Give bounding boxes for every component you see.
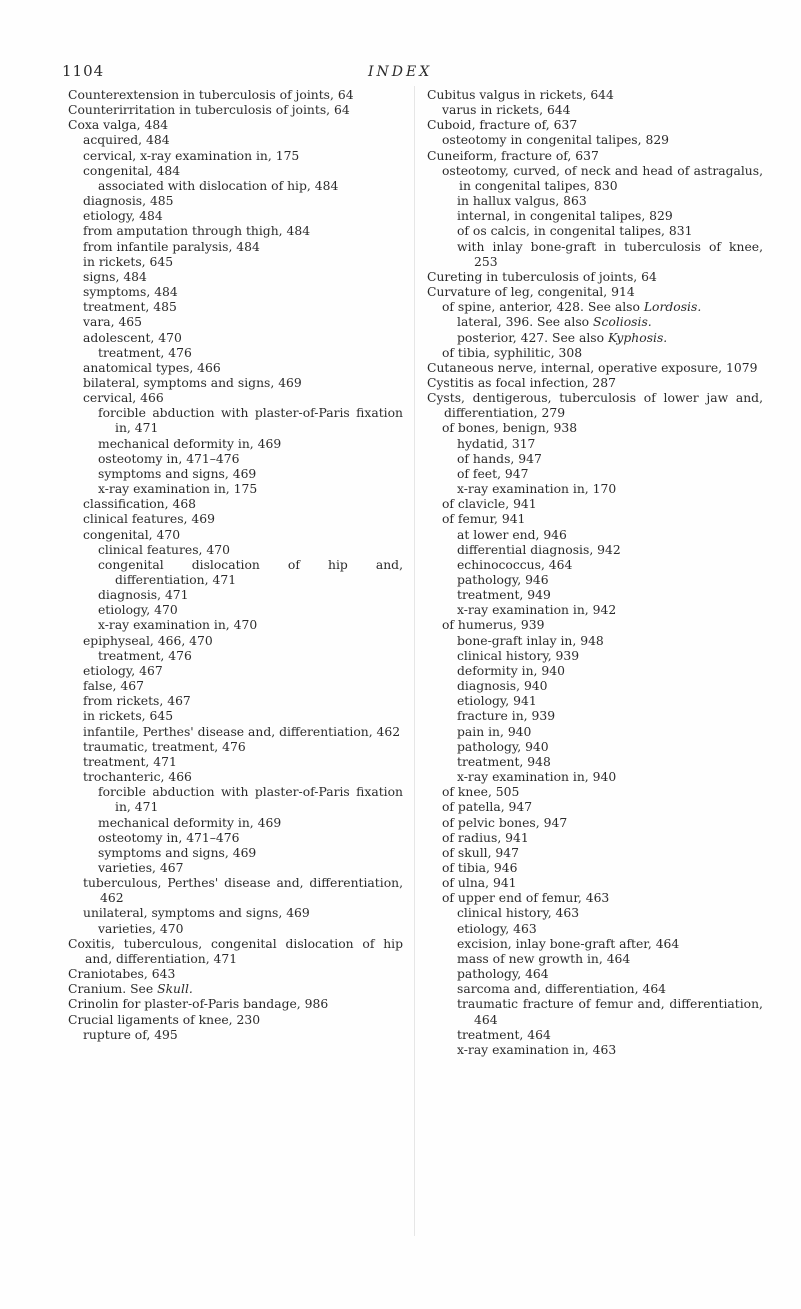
index-entry <box>68 785 403 815</box>
index-entry-text: with inlay bone-graft in tuberculosis of knee, 253 <box>457 239 763 269</box>
index-entry <box>427 982 763 997</box>
index-entry-text: mass of new growth in, 464 <box>457 951 631 966</box>
index-entry-text: bone-graft inlay in, 948 <box>457 633 604 648</box>
index-entry-text: differential diagnosis, 942 <box>457 542 621 557</box>
index-entry <box>427 543 763 558</box>
index-entry-text: treatment, 949 <box>457 588 551 603</box>
index-entry-text: treatment, 476 <box>98 345 192 360</box>
index-entry <box>427 785 763 800</box>
index-entry-text: of os calcis, in congenital talipes, 831 <box>457 224 693 239</box>
index-entry <box>68 846 403 861</box>
index-entry <box>68 816 403 831</box>
index-entry <box>68 603 403 618</box>
index-entry-text: infantile, Perthes' disease and, differentiation, 462 <box>83 724 401 739</box>
index-entry <box>68 224 403 239</box>
index-entry <box>427 300 763 315</box>
index-entry-text: of hands, 947 <box>457 451 542 466</box>
index-entry-text: etiology, 941 <box>457 694 537 709</box>
index-entry <box>68 906 403 921</box>
index-entry-text: symptoms and signs, 469 <box>98 466 257 481</box>
cross-reference: Scoliosis. <box>593 315 652 330</box>
index-entry <box>427 133 763 148</box>
index-entry <box>427 770 763 785</box>
index-entry <box>427 649 763 664</box>
index-entry-text: adolescent, 470 <box>83 330 182 345</box>
index-entry <box>68 482 403 497</box>
index-entry-text: unilateral, symptoms and signs, 469 <box>83 906 310 921</box>
index-entry <box>68 194 403 209</box>
index-entry <box>68 331 403 346</box>
index-entry-text: pathology, 946 <box>457 573 549 587</box>
index-entry-text: pathology, 464 <box>457 967 549 982</box>
index-entry <box>427 421 763 436</box>
index-entry <box>427 679 763 694</box>
index-entry-text: bilateral, symptoms and signs, 469 <box>83 375 302 390</box>
index-entry <box>427 1043 763 1058</box>
index-entry-text: clinical features, 470 <box>98 542 230 557</box>
index-entry <box>68 937 403 967</box>
index-entry <box>427 573 763 588</box>
index-entry <box>68 437 403 452</box>
index-entry <box>427 285 763 300</box>
index-entry <box>427 876 763 891</box>
index-entry-text: Curvature of leg, congenital, 914 <box>427 285 635 300</box>
index-entry <box>427 891 763 906</box>
index-entry-text: of tibia, 946 <box>442 860 518 875</box>
index-entry-text: etiology, 463 <box>457 921 537 936</box>
page-number: 1104 <box>62 62 105 80</box>
index-entry <box>427 103 763 118</box>
index-entry <box>427 922 763 937</box>
index-entry <box>427 634 763 649</box>
index-entry <box>68 634 403 649</box>
index-entry-text: osteotomy in, 471–476 <box>98 830 240 845</box>
index-entry <box>68 967 403 982</box>
index-entry-text: cervical, x-ray examination in, 175 <box>83 148 300 163</box>
index-entry <box>68 133 403 148</box>
index-entry <box>427 149 763 164</box>
index-entry-text: Cystitis as focal infection, 287 <box>427 375 616 390</box>
index-entry-text: traumatic, treatment, 476 <box>83 739 246 754</box>
index-entry <box>427 831 763 846</box>
index-entry-text: treatment, 471 <box>83 754 177 769</box>
index-entry <box>68 179 403 194</box>
index-entry <box>68 1028 403 1043</box>
index-entry <box>68 118 403 133</box>
index-entry <box>427 270 763 285</box>
index-entry <box>68 467 403 482</box>
index-entry-text: of skull, 947 <box>442 845 519 860</box>
index-entry <box>427 709 763 724</box>
index-entry <box>68 103 403 118</box>
index-entry-text: osteotomy in congenital talipes, 829 <box>442 133 670 148</box>
index-entry-text: treatment, 485 <box>83 300 177 315</box>
index-entry-text: pathology, 940 <box>457 739 549 754</box>
index-entry-text: treatment, 464 <box>457 1027 551 1042</box>
index-entry-text: traumatic fracture of femur and, differentiation, 464 <box>457 997 763 1027</box>
index-entry <box>68 149 403 164</box>
index-entry <box>68 709 403 724</box>
index-entry <box>427 816 763 831</box>
index-entry-text: Cutaneous nerve, internal, operative exposure, 1079 <box>427 360 758 375</box>
index-entry <box>427 240 763 270</box>
index-entry-text: from infantile paralysis, 484 <box>83 239 260 254</box>
index-column-right <box>427 88 763 1058</box>
index-entry <box>68 240 403 255</box>
index-entry <box>427 361 763 376</box>
index-entry-text: associated with dislocation of hip, 484 <box>98 178 339 193</box>
index-entry-text: posterior, 427. See also <box>457 330 608 345</box>
index-column-left <box>68 88 403 1043</box>
index-entry-text: Cuneiform, fracture of, 637 <box>427 148 599 163</box>
index-entry <box>427 997 763 1027</box>
index-entry <box>68 725 403 740</box>
index-entry-text: from amputation through thigh, 484 <box>83 224 311 239</box>
index-entry <box>68 376 403 391</box>
index-entry <box>427 603 763 618</box>
index-entry-text: x-ray examination in, 175 <box>98 482 258 497</box>
index-entry-text: lateral, 396. See also <box>457 315 594 330</box>
index-entry-text: tuberculous, Perthes' disease and, differentiation, 462 <box>83 876 403 906</box>
index-entry-text: etiology, 470 <box>98 603 178 618</box>
index-entry <box>68 255 403 270</box>
index-entry-text: of humerus, 939 <box>442 618 545 633</box>
index-entry <box>427 952 763 967</box>
index-entry <box>68 649 403 664</box>
index-entry <box>68 558 403 588</box>
index-entry-text: classification, 468 <box>83 497 197 512</box>
index-entry-text: congenital, 470 <box>83 527 181 542</box>
index-entry-text: x-ray examination in, 463 <box>457 1042 617 1057</box>
index-entry <box>68 1013 403 1028</box>
index-entry-text: x-ray examination in, 940 <box>457 770 617 785</box>
index-entry <box>68 543 403 558</box>
column-divider <box>414 86 415 1236</box>
index-entry-text: Cubitus valgus in rickets, 644 <box>427 88 614 102</box>
index-entry <box>68 694 403 709</box>
index-entry <box>68 391 403 406</box>
index-entry <box>68 361 403 376</box>
index-entry <box>68 164 403 179</box>
index-entry <box>427 937 763 952</box>
index-entry-text: at lower end, 946 <box>457 527 567 542</box>
index-entry <box>68 209 403 224</box>
index-entry-text: of pelvic bones, 947 <box>442 815 568 830</box>
running-title: INDEX <box>368 64 433 80</box>
index-entry <box>427 740 763 755</box>
index-entry-text: fracture in, 939 <box>457 709 556 724</box>
index-entry <box>68 452 403 467</box>
index-entry-text: congenital dislocation of hip and, differentiation, 471 <box>98 557 403 587</box>
index-entry <box>427 118 763 133</box>
index-entry <box>427 512 763 527</box>
index-entry <box>68 346 403 361</box>
index-entry <box>68 831 403 846</box>
index-entry-text: of bones, benign, 938 <box>442 421 578 436</box>
index-entry-text: vara, 465 <box>83 315 143 330</box>
index-entry-text: Counterirritation in tuberculosis of joints, 64 <box>68 103 350 118</box>
cross-reference: Lordosis. <box>643 300 702 315</box>
index-entry-text: x-ray examination in, 170 <box>457 482 617 497</box>
index-entry-text: diagnosis, 485 <box>83 194 174 209</box>
index-entry <box>427 482 763 497</box>
index-entry <box>427 558 763 573</box>
index-entry-text: Coxa valga, 484 <box>68 118 169 133</box>
index-entry-text: Cranium. See <box>68 982 158 997</box>
index-entry <box>427 800 763 815</box>
index-entry-text: anatomical types, 466 <box>83 360 221 375</box>
index-entry <box>68 88 403 103</box>
index-entry-text: diagnosis, 471 <box>98 588 189 603</box>
index-entry-text: clinical history, 463 <box>457 906 580 921</box>
index-entry-text: sarcoma and, differentiation, 464 <box>457 982 667 997</box>
index-entry <box>427 755 763 770</box>
index-entry <box>427 1028 763 1043</box>
index-entry-text: excision, inlay bone-graft after, 464 <box>457 936 680 951</box>
index-entry-text: Counterextension in tuberculosis of joints, 64 <box>68 88 354 102</box>
index-entry-text: of feet, 947 <box>457 466 529 481</box>
index-entry <box>68 406 403 436</box>
index-entry <box>68 861 403 876</box>
index-entry <box>68 982 403 997</box>
index-entry <box>427 331 763 346</box>
index-entry <box>68 997 403 1012</box>
index-entry <box>427 694 763 709</box>
index-entry-text: x-ray examination in, 470 <box>98 618 258 633</box>
index-entry-text: epiphyseal, 466, 470 <box>83 633 213 648</box>
index-entry-text: pain in, 940 <box>457 724 532 739</box>
index-entry-text: forcible abduction with plaster-of-Paris fixation in, 471 <box>98 785 403 815</box>
index-entry-text: Coxitis, tuberculous, congenital dislocation of hip and, differentiation, 471 <box>68 936 403 966</box>
index-entry-text: Cuboid, fracture of, 637 <box>427 118 578 133</box>
index-entry-text: varieties, 467 <box>98 860 184 875</box>
index-entry <box>427 664 763 679</box>
index-entry <box>68 285 403 300</box>
index-entry-text: Cysts, dentigerous, tuberculosis of lower jaw and, differentiation, 279 <box>427 391 763 421</box>
index-entry-text: trochanteric, 466 <box>83 770 192 785</box>
index-entry-text: osteotomy, curved, of neck and head of astragalus, in congenital talipes, 830 <box>442 163 763 193</box>
index-entry-text: mechanical deformity in, 469 <box>98 815 282 830</box>
index-entry-text: varus in rickets, 644 <box>442 103 571 118</box>
index-entry-text: of ulna, 941 <box>442 876 517 891</box>
index-entry-text: acquired, 484 <box>83 133 170 148</box>
index-entry <box>427 315 763 330</box>
index-entry-text: in hallux valgus, 863 <box>457 194 587 209</box>
index-entry-text: in rickets, 645 <box>83 709 174 724</box>
index-entry <box>427 467 763 482</box>
index-entry <box>68 922 403 937</box>
index-entry-text: of knee, 505 <box>442 785 520 800</box>
index-entry <box>427 588 763 603</box>
index-entry <box>427 967 763 982</box>
cross-reference: Skull. <box>157 982 193 997</box>
index-entry <box>427 497 763 512</box>
index-entry <box>427 376 763 391</box>
index-entry <box>68 497 403 512</box>
index-entry <box>68 740 403 755</box>
index-entry <box>427 452 763 467</box>
index-entry-text: cervical, 466 <box>83 391 164 406</box>
index-entry <box>68 300 403 315</box>
index-entry-text: varieties, 470 <box>98 921 184 936</box>
index-entry-text: congenital, 484 <box>83 163 181 178</box>
index-entry-text: deformity in, 940 <box>457 663 565 678</box>
index-entry-text: signs, 484 <box>83 269 147 284</box>
index-entry-text: false, 467 <box>83 679 144 694</box>
index-entry-text: symptoms and signs, 469 <box>98 845 257 860</box>
index-entry <box>68 664 403 679</box>
index-entry <box>427 846 763 861</box>
index-entry <box>68 770 403 785</box>
index-entry-text: of tibia, syphilitic, 308 <box>442 345 583 360</box>
index-entry-text: in rickets, 645 <box>83 254 174 269</box>
index-entry <box>68 679 403 694</box>
index-entry <box>68 512 403 527</box>
index-entry-text: of patella, 947 <box>442 800 533 815</box>
index-entry <box>427 528 763 543</box>
index-entry <box>427 906 763 921</box>
index-entry-text: echinococcus, 464 <box>457 557 573 572</box>
index-entry-text: of clavicle, 941 <box>442 497 537 512</box>
index-entry-text: symptoms, 484 <box>83 285 178 300</box>
index-entry <box>427 861 763 876</box>
index-entry-text: internal, in congenital talipes, 829 <box>457 209 673 224</box>
index-entry-text: forcible abduction with plaster-of-Paris fixation in, 471 <box>98 406 403 436</box>
index-entry-text: clinical features, 469 <box>83 512 215 527</box>
index-entry <box>427 224 763 239</box>
index-entry-text: treatment, 476 <box>98 648 192 663</box>
index-entry-text: of spine, anterior, 428. See also <box>442 300 644 315</box>
index-entry <box>68 270 403 285</box>
index-entry-text: Craniotabes, 643 <box>68 967 176 982</box>
index-entry-text: of radius, 941 <box>442 830 529 845</box>
index-entry-text: mechanical deformity in, 469 <box>98 436 282 451</box>
index-entry <box>68 588 403 603</box>
index-entry-text: etiology, 484 <box>83 209 163 224</box>
index-entry <box>68 528 403 543</box>
index-entry-text: from rickets, 467 <box>83 694 191 709</box>
index-entry <box>427 194 763 209</box>
index-entry-text: treatment, 948 <box>457 754 551 769</box>
cross-reference: Kyphosis. <box>608 330 668 345</box>
index-entry-text: clinical history, 939 <box>457 648 580 663</box>
index-entry <box>427 88 763 103</box>
index-entry <box>427 725 763 740</box>
index-entry-text: osteotomy in, 471–476 <box>98 451 240 466</box>
index-entry-text: rupture of, 495 <box>83 1027 178 1042</box>
index-entry-text: diagnosis, 940 <box>457 679 548 694</box>
index-entry <box>427 618 763 633</box>
index-entry <box>68 755 403 770</box>
index-entry <box>427 391 763 421</box>
index-entry <box>68 315 403 330</box>
index-entry <box>427 346 763 361</box>
index-entry-text: of femur, 941 <box>442 512 526 527</box>
index-entry <box>68 876 403 906</box>
index-entry <box>427 209 763 224</box>
index-entry <box>427 437 763 452</box>
index-entry-text: etiology, 467 <box>83 663 163 678</box>
index-entry <box>427 164 763 194</box>
index-entry-text: hydatid, 317 <box>457 436 536 451</box>
index-entry <box>68 618 403 633</box>
index-entry-text: Crinolin for plaster-of-Paris bandage, 986 <box>68 997 329 1012</box>
index-entry-text: x-ray examination in, 942 <box>457 603 617 618</box>
index-entry-text: of upper end of femur, 463 <box>442 891 610 906</box>
index-entry-text: Crucial ligaments of knee, 230 <box>68 1012 261 1027</box>
index-entry-text: Cureting in tuberculosis of joints, 64 <box>427 269 657 284</box>
